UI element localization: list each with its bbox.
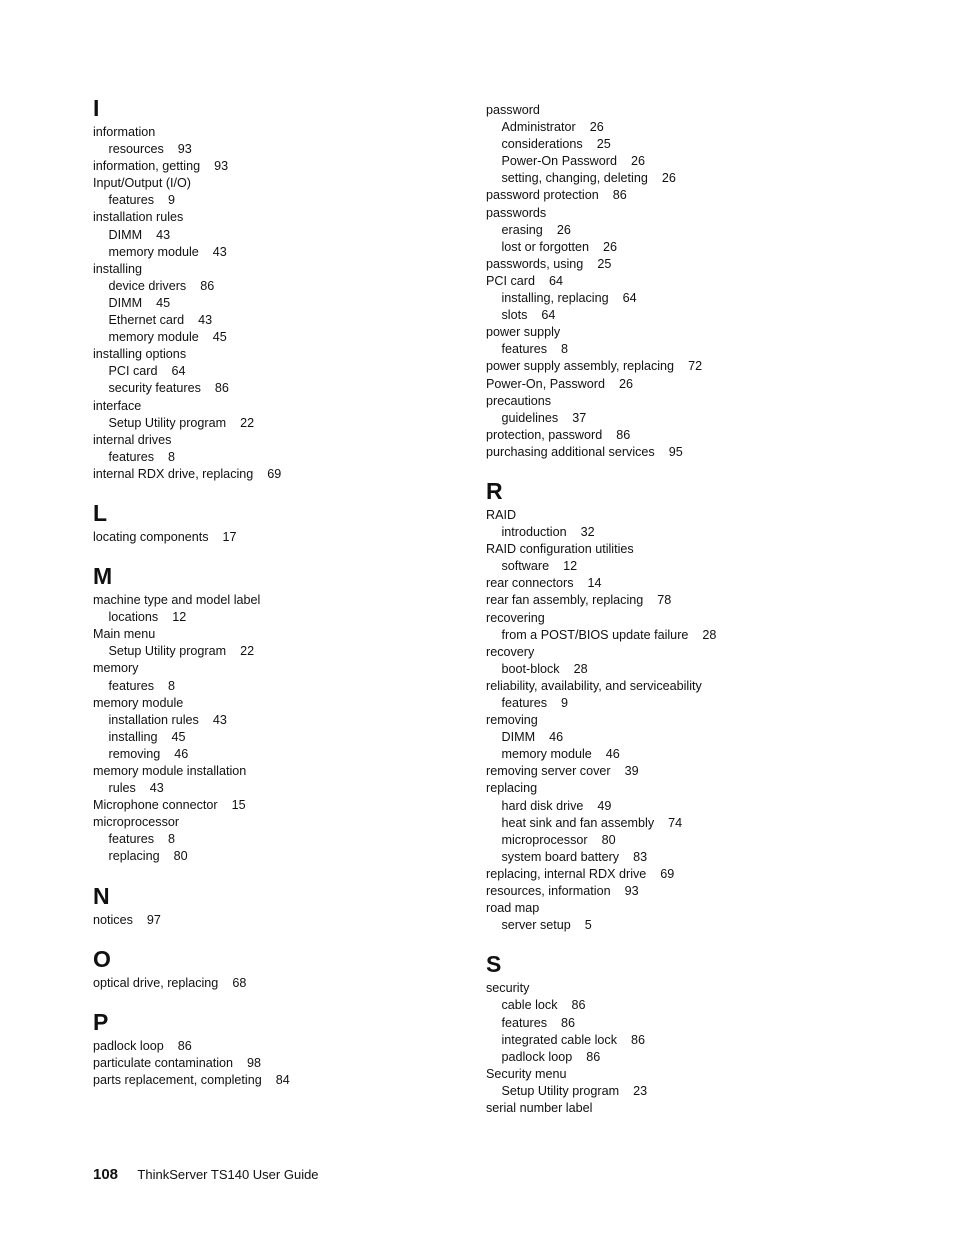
- entry-term: Setup Utility program: [108, 415, 227, 430]
- index-entry: [93, 1038, 473, 1055]
- index-entry: [486, 866, 866, 883]
- entry-term: microprocessor: [501, 832, 588, 847]
- index-subentry: [486, 558, 866, 575]
- entry-page-ref[interactable]: 43: [156, 227, 171, 242]
- entry-term: internal RDX drive, replacing: [93, 466, 254, 481]
- entry-term: Security menu: [486, 1066, 567, 1081]
- entry-page-ref[interactable]: 26: [630, 154, 645, 169]
- index-subentry: [93, 449, 473, 466]
- entry-page-ref[interactable]: 22: [240, 644, 255, 659]
- entry-term: power supply: [486, 325, 561, 340]
- index-subentry: [93, 244, 473, 261]
- index-subentry: [93, 295, 473, 312]
- index-subentry: [93, 329, 473, 346]
- entry-page-ref[interactable]: 69: [267, 466, 282, 481]
- index-entry: [486, 592, 866, 609]
- index-entry: [486, 780, 866, 797]
- entry-term: resources: [108, 142, 164, 157]
- entry-term: purchasing additional services: [486, 444, 655, 459]
- index-entry: [93, 398, 473, 415]
- entry-term: resources, information: [486, 884, 611, 899]
- index-entry: [93, 209, 473, 226]
- entry-term: features: [108, 449, 155, 464]
- entry-page-ref[interactable]: 64: [541, 308, 556, 323]
- index-subentry: [486, 729, 866, 746]
- index-entry: [486, 980, 866, 997]
- entry-page-ref[interactable]: 45: [156, 295, 171, 310]
- entry-term: installation rules: [108, 712, 199, 727]
- entry-term: integrated cable lock: [501, 1032, 618, 1047]
- index-subentry: [486, 661, 866, 678]
- entry-term: boot-block: [501, 661, 560, 676]
- entry-term: parts replacement, completing: [93, 1072, 262, 1087]
- index-entry: [486, 883, 866, 900]
- entry-page-ref[interactable]: 8: [168, 678, 176, 693]
- entry-term: power supply assembly, replacing: [486, 359, 675, 374]
- index-entry: [93, 912, 473, 929]
- index-subentry: [486, 1032, 866, 1049]
- entry-page-ref[interactable]: 17: [222, 529, 237, 544]
- entry-term: features: [108, 832, 155, 847]
- index-entry: [93, 466, 473, 483]
- index-entry: [93, 158, 473, 175]
- entry-term: information: [93, 125, 156, 139]
- entry-term: RAID: [486, 507, 517, 522]
- entry-term: Ethernet card: [108, 313, 185, 328]
- entry-page-ref[interactable]: 80: [173, 849, 188, 864]
- entry-page-ref[interactable]: 78: [657, 593, 672, 608]
- entry-term: replacing, internal RDX drive: [486, 866, 647, 881]
- index-entry: [486, 541, 866, 558]
- entry-term: software: [501, 559, 550, 574]
- entry-page-ref[interactable]: 45: [171, 729, 186, 744]
- entry-page-ref[interactable]: 12: [172, 610, 187, 625]
- entry-page-ref[interactable]: 26: [589, 120, 604, 135]
- index-subentry: [486, 627, 866, 644]
- index-subentry: [486, 798, 866, 815]
- index-entry: [486, 610, 866, 627]
- index-entry: [486, 444, 866, 461]
- index-subentry: [486, 290, 866, 307]
- entry-page-ref[interactable]: 86: [200, 278, 215, 293]
- entry-page-ref[interactable]: 46: [605, 747, 620, 762]
- entry-page-ref[interactable]: 98: [247, 1055, 262, 1070]
- entry-term: PCI card: [486, 273, 535, 288]
- entry-page-ref[interactable]: 95: [668, 444, 683, 459]
- index-entry: [93, 592, 473, 609]
- entry-term: security features: [108, 381, 201, 396]
- index-subentry: [486, 1015, 866, 1032]
- entry-page-ref[interactable]: 25: [596, 137, 611, 152]
- index-subentry: [93, 746, 473, 763]
- entry-term: features: [501, 342, 548, 357]
- entry-term: interface: [93, 398, 142, 413]
- entry-term: installing: [93, 261, 143, 276]
- section-letter: L: [93, 499, 108, 526]
- entry-term: information, getting: [93, 159, 201, 174]
- entry-term: system board battery: [501, 849, 620, 864]
- entry-page-ref[interactable]: 26: [556, 222, 571, 237]
- entry-page-ref[interactable]: 80: [601, 832, 616, 847]
- entry-page-ref[interactable]: 22: [240, 415, 255, 430]
- index-entry: [486, 273, 866, 290]
- entry-term: DIMM: [501, 730, 536, 745]
- entry-term: memory module: [108, 330, 199, 345]
- entry-term: installing: [108, 729, 158, 744]
- index-subentry: [93, 380, 473, 397]
- index-subentry: [486, 170, 866, 187]
- entry-term: features: [501, 696, 548, 710]
- entry-term: memory module: [93, 695, 184, 710]
- entry-term: DIMM: [108, 227, 143, 242]
- entry-term: internal drives: [93, 432, 172, 447]
- entry-term: road map: [486, 901, 540, 916]
- entry-term: features: [108, 678, 155, 693]
- entry-page-ref[interactable]: 8: [561, 342, 569, 357]
- entry-page-ref[interactable]: 86: [612, 188, 627, 203]
- entry-page-ref[interactable]: 43: [149, 781, 164, 796]
- entry-term: passwords, using: [486, 256, 584, 271]
- entry-term: padlock loop: [501, 1049, 573, 1064]
- index-entry: [93, 975, 473, 992]
- entry-term: device drivers: [108, 278, 187, 293]
- index-section-p: [93, 1008, 473, 1089]
- index-section-o: [93, 945, 473, 992]
- entry-term: notices: [93, 912, 133, 927]
- entry-page-ref[interactable]: 84: [275, 1072, 290, 1087]
- section-letter: I: [93, 95, 100, 121]
- index-entry: [93, 797, 473, 814]
- index-entry: [486, 376, 866, 393]
- entry-term: guidelines: [501, 410, 559, 425]
- entry-term: password protection: [486, 188, 599, 203]
- entry-page-ref[interactable]: 5: [584, 918, 592, 933]
- entry-page-ref[interactable]: 93: [624, 884, 639, 899]
- index-entry: [93, 626, 473, 643]
- entry-term: serial number label: [486, 1100, 593, 1115]
- index-subentry: [93, 278, 473, 295]
- entry-term: Setup Utility program: [501, 1083, 620, 1098]
- index-entry: [93, 261, 473, 278]
- entry-term: machine type and model label: [93, 593, 261, 608]
- entry-term: considerations: [501, 137, 583, 152]
- entry-term: hard disk drive: [501, 798, 584, 813]
- index-section-r: [486, 477, 866, 934]
- entry-page-ref[interactable]: 28: [573, 661, 588, 676]
- index-subentry: [486, 410, 866, 427]
- index-entry: [486, 187, 866, 204]
- index-entry: [486, 507, 866, 524]
- index-subentry: [93, 678, 473, 695]
- section-letter: R: [486, 477, 503, 504]
- entry-page-ref[interactable]: 37: [572, 410, 587, 425]
- entry-term: protection, password: [486, 427, 603, 442]
- section-letter: S: [486, 951, 502, 978]
- index-entry: [93, 124, 473, 141]
- entry-term: removing: [108, 746, 161, 761]
- index-entry: [486, 427, 866, 444]
- index-section-i: [93, 94, 473, 483]
- index-subentry: [486, 997, 866, 1014]
- entry-term: memory module: [501, 747, 592, 762]
- index-subentry: [486, 695, 866, 712]
- entry-term: Microphone connector: [93, 798, 218, 813]
- entry-term: memory: [93, 661, 139, 676]
- entry-term: replacing: [108, 849, 160, 864]
- entry-page-ref[interactable]: 86: [631, 1032, 646, 1047]
- entry-page-ref[interactable]: 69: [660, 866, 675, 881]
- section-letter: N: [93, 882, 110, 909]
- index-subentry: [486, 524, 866, 541]
- entry-term: from a POST/BIOS update failure: [501, 627, 689, 642]
- index-subentry: [486, 815, 866, 832]
- entry-page-ref[interactable]: 68: [232, 975, 247, 990]
- index-section-continued: [486, 102, 866, 461]
- entry-page-ref[interactable]: 39: [624, 764, 639, 779]
- entry-term: Administrator: [501, 120, 576, 135]
- entry-page-ref[interactable]: 14: [587, 576, 602, 591]
- entry-term: features: [501, 1015, 548, 1030]
- entry-term: setting, changing, deleting: [501, 171, 648, 186]
- entry-term: rules: [108, 781, 136, 796]
- index-subentry: [93, 609, 473, 626]
- page-footer: [93, 1166, 319, 1184]
- entry-page-ref[interactable]: 9: [561, 696, 569, 710]
- entry-term: rear fan assembly, replacing: [486, 593, 644, 608]
- entry-term: Input/Output (I/O): [93, 176, 191, 191]
- entry-page-ref[interactable]: 12: [563, 559, 578, 574]
- entry-page-ref[interactable]: 46: [549, 730, 564, 745]
- entry-term: reliability, availability, and serviceability: [486, 678, 702, 693]
- index-subentry: [93, 780, 473, 797]
- entry-term: Setup Utility program: [108, 644, 227, 659]
- entry-term: features: [108, 193, 155, 208]
- entry-page-ref[interactable]: 86: [616, 427, 631, 442]
- entry-term: erasing: [501, 222, 543, 237]
- entry-page-ref[interactable]: 26: [661, 171, 676, 186]
- index-entry: [93, 432, 473, 449]
- entry-term: introduction: [501, 525, 567, 540]
- entry-page-ref[interactable]: 28: [702, 627, 717, 642]
- index-subentry: [486, 832, 866, 849]
- entry-term: security: [486, 981, 530, 996]
- entry-term: lost or forgotten: [501, 239, 590, 254]
- entry-term: installing options: [93, 347, 187, 362]
- entry-term: password: [486, 103, 540, 117]
- entry-term: recovering: [486, 610, 545, 625]
- entry-term: memory module: [108, 244, 199, 259]
- index-subentry: [93, 227, 473, 244]
- entry-page-ref[interactable]: 72: [688, 359, 703, 374]
- index-entry: [486, 256, 866, 273]
- index-entry: [93, 1072, 473, 1089]
- index-entry: [93, 814, 473, 831]
- entry-page-ref[interactable]: 86: [214, 381, 229, 396]
- entry-page-ref[interactable]: 26: [618, 376, 633, 391]
- entry-page-ref[interactable]: 86: [586, 1049, 601, 1064]
- index-entry: [93, 1055, 473, 1072]
- entry-page-ref[interactable]: 8: [168, 832, 176, 847]
- section-letter: M: [93, 563, 113, 590]
- entry-term: installation rules: [93, 210, 184, 225]
- entry-page-ref[interactable]: 25: [597, 256, 612, 271]
- index-entry: [93, 175, 473, 192]
- index-subentry: [93, 312, 473, 329]
- index-subentry: [93, 848, 473, 865]
- index-subentry: [93, 141, 473, 158]
- index-entry: [486, 575, 866, 592]
- entry-term: passwords: [486, 205, 547, 220]
- index-subentry: [93, 643, 473, 660]
- entry-page-ref[interactable]: 15: [231, 798, 246, 813]
- index-section-m: [93, 562, 473, 866]
- index-entry: [486, 324, 866, 341]
- index-entry: [93, 695, 473, 712]
- entry-term: DIMM: [108, 295, 143, 310]
- index-entry: [486, 205, 866, 222]
- entry-page-ref[interactable]: 43: [198, 313, 213, 328]
- entry-page-ref[interactable]: 9: [168, 193, 176, 208]
- entry-page-ref[interactable]: 74: [668, 815, 683, 830]
- index-entry: [486, 393, 866, 410]
- entry-term: recovery: [486, 644, 535, 659]
- entry-term: precautions: [486, 393, 552, 408]
- index-entry: [93, 763, 473, 780]
- index-entry: [486, 358, 866, 375]
- entry-page-ref[interactable]: 86: [571, 998, 586, 1013]
- entry-term: removing server cover: [486, 764, 611, 779]
- index-entry: [93, 529, 473, 546]
- entry-term: slots: [501, 308, 528, 323]
- index-subentry: [486, 1083, 866, 1100]
- index-entry: [486, 678, 866, 695]
- entry-page-ref[interactable]: 8: [168, 449, 176, 464]
- entry-page-ref[interactable]: 64: [171, 364, 186, 379]
- index-entry: [486, 763, 866, 780]
- index-subentry: [486, 341, 866, 358]
- index-subentry: [486, 239, 866, 256]
- entry-page-ref[interactable]: 32: [580, 525, 595, 540]
- entry-page-ref[interactable]: 43: [212, 244, 227, 259]
- entry-page-ref[interactable]: 23: [633, 1083, 648, 1098]
- entry-term: Power-On, Password: [486, 376, 605, 391]
- section-letter: P: [93, 1008, 109, 1035]
- entry-page-ref[interactable]: 49: [597, 798, 612, 813]
- entry-term: server setup: [501, 918, 571, 933]
- entry-page-ref[interactable]: 45: [212, 330, 227, 345]
- index-subentry: [486, 849, 866, 866]
- index-subentry: [486, 1049, 866, 1066]
- index-subentry: [486, 119, 866, 136]
- entry-page-ref[interactable]: 64: [622, 291, 637, 306]
- index-right-column: [486, 102, 866, 1133]
- index-entry: [486, 102, 866, 119]
- section-letter: O: [93, 945, 111, 972]
- entry-term: replacing: [486, 781, 538, 796]
- entry-term: heat sink and fan assembly: [501, 815, 655, 830]
- entry-term: rear connectors: [486, 576, 574, 591]
- index-section-s: [486, 950, 866, 1117]
- index-subentry: [93, 192, 473, 209]
- index-entry: [486, 900, 866, 917]
- entry-page-ref[interactable]: 64: [549, 273, 564, 288]
- entry-page-ref[interactable]: 43: [212, 712, 227, 727]
- entry-term: installing, replacing: [501, 291, 609, 306]
- index-subentry: [93, 415, 473, 432]
- entry-term: locations: [108, 610, 159, 625]
- index-entry: [486, 1066, 866, 1083]
- index-entry: [486, 1100, 866, 1117]
- index-subentry: [93, 729, 473, 746]
- entry-page-ref[interactable]: 26: [603, 239, 618, 254]
- index-section-n: [93, 882, 473, 929]
- index-entry: [486, 712, 866, 729]
- page-number: 108: [93, 1166, 119, 1183]
- index-entry: [93, 346, 473, 363]
- entry-term: optical drive, replacing: [93, 975, 219, 990]
- entry-term: RAID configuration utilities: [486, 542, 634, 557]
- index-entry: [93, 660, 473, 677]
- index-subentry: [486, 307, 866, 324]
- index-section-l: [93, 499, 473, 546]
- entry-page-ref[interactable]: 46: [174, 746, 189, 761]
- document-title: ThinkServer TS140 User Guide: [137, 1167, 319, 1182]
- index-entry: [486, 644, 866, 661]
- entry-page-ref[interactable]: 83: [633, 849, 648, 864]
- entry-term: locating components: [93, 529, 209, 544]
- entry-term: microprocessor: [93, 815, 180, 830]
- entry-term: particulate contamination: [93, 1055, 234, 1070]
- entry-page-ref[interactable]: 93: [177, 142, 192, 157]
- entry-term: padlock loop: [93, 1038, 164, 1053]
- entry-page-ref[interactable]: 86: [177, 1038, 192, 1053]
- index-subentry: [93, 712, 473, 729]
- index-left-column: [93, 94, 473, 1105]
- index-subentry: [486, 153, 866, 170]
- index-subentry: [486, 222, 866, 239]
- entry-page-ref[interactable]: 97: [146, 912, 161, 927]
- entry-term: PCI card: [108, 364, 158, 379]
- index-subentry: [486, 136, 866, 153]
- index-subentry: [93, 363, 473, 380]
- index-subentry: [486, 917, 866, 934]
- entry-term: Power-On Password: [501, 154, 617, 169]
- index-subentry: [486, 746, 866, 763]
- entry-page-ref[interactable]: 93: [214, 159, 229, 174]
- index-subentry: [93, 831, 473, 848]
- entry-term: Main menu: [93, 627, 156, 642]
- entry-term: memory module installation: [93, 764, 247, 778]
- entry-term: removing: [486, 713, 538, 728]
- entry-page-ref[interactable]: 86: [561, 1015, 576, 1030]
- entry-term: cable lock: [501, 998, 558, 1013]
